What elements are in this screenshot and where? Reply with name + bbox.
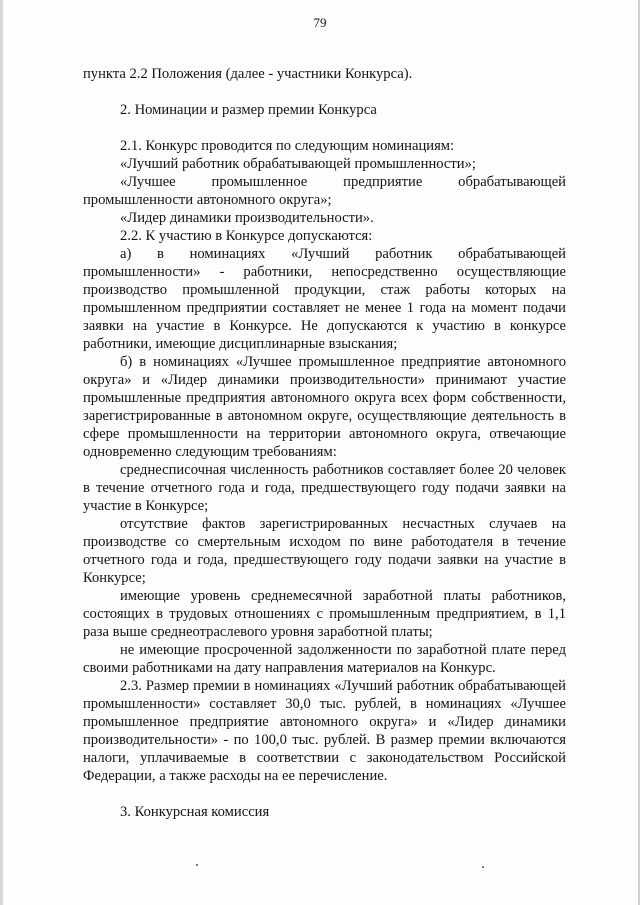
paragraph: «Лучшее промышленное предприятие обрабатывающей — [120, 174, 566, 190]
paragraph: пункта 2.2 Положения (далее - участники Конкурса). — [83, 66, 413, 82]
paragraph: 2. Номинации и размер премии Конкурса — [120, 102, 377, 118]
document-body — [83, 65, 566, 821]
paragraph: 2.1. Конкурс проводится по следующим номинациям: — [120, 138, 455, 154]
paragraph: 2.3. Размер премии в номинациях «Лучший работник обрабатывающей промышленности» составляет 30,0 тыс. рублей, в номинациях «Лучшее промышленное предприятие автономного округа» и «Лидер динамики производительности» - по 100,0 тыс. рублей. В размер премии включаются налоги, уплачиваемые в соответствии с законодательством Российской Федерации, а также расходы на ее перечисление. — [83, 678, 566, 784]
scan-edge-left — [0, 0, 3, 905]
paragraph-spacer — [83, 83, 566, 101]
paragraph: имеющие уровень среднемесячной заработной платы работников, состоящих в трудовых отношениях с промышленным предприятием, в 1,1 раза выше среднеотраслевого уровня заработной платы; — [83, 588, 566, 640]
paragraph: отсутствие фактов зарегистрированных несчастных случаев на производстве со смертельным исходом по вине работодателя в течение отчетного года и года, предшествующего году подачи заявки на участие в Конкурсе; — [83, 516, 566, 586]
paragraph: б) в номинациях «Лучшее промышленное предприятие автономного округа» и «Лидер динамики производительности» принимают участие промышленные предприятия автономного округа всех форм собственности, зарегистрированные в автономном округе, осуществляющие деятельность в сфере промышленности на территории автономного округа, отвечающие одновременно следующим требованиям: — [83, 354, 566, 460]
paragraph: «Лучший работник обрабатывающей промышленности»; — [120, 156, 476, 172]
paragraph: не имеющие просроченной задолженности по заработной плате перед своими работниками на дату направления материалов на Конкурс. — [83, 642, 566, 676]
paragraph: промышленности автономного округа»; — [83, 192, 332, 208]
paragraph: среднесписочная численность работников составляет более 20 человек в течение отчетного года и года, предшествующего году подачи заявки на участие в Конкурсе; — [83, 462, 566, 514]
scan-speck — [196, 864, 198, 866]
paragraph: 3. Конкурсная комиссия — [120, 804, 270, 820]
paragraph-spacer — [83, 119, 566, 137]
page-number: 79 — [313, 15, 327, 30]
paragraph-spacer — [83, 785, 566, 803]
scan-speck — [482, 866, 484, 868]
paragraph: а) в номинациях «Лучший работник обрабатывающей промышленности» - работники, непосредственно осуществляющие производство промышленной продукции, стаж работы которых на промышленном предприятии составляет не менее 1 года на момент подачи заявки на участие в Конкурсе. Не допускаются к участию в конкурсе работники, имеющие дисциплинарные взыскания; — [83, 246, 566, 352]
paragraph: «Лидер динамики производительности». — [120, 210, 374, 226]
paragraph: 2.2. К участию в Конкурсе допускаются: — [120, 228, 373, 244]
